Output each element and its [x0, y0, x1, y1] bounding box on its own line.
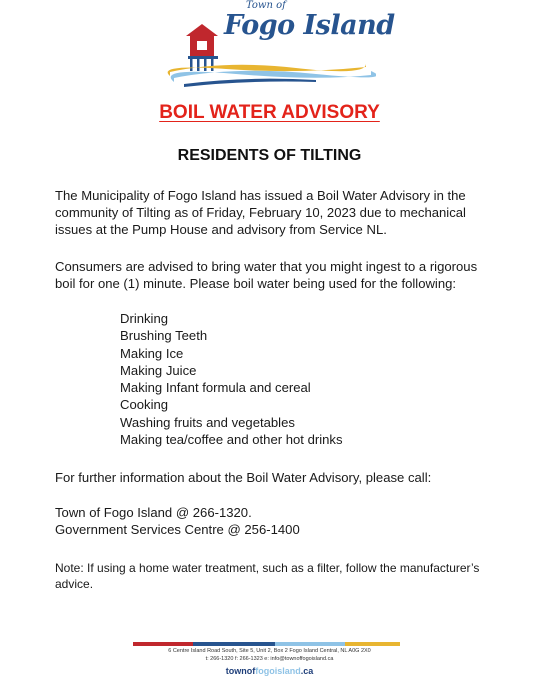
list-item: Washing fruits and vegetables: [120, 414, 295, 430]
contact-government-services: Government Services Centre @ 256-1400: [55, 522, 300, 537]
further-info-paragraph: For further information about the Boil Water Advisory, please call:: [55, 470, 432, 485]
footer-bar-red: [133, 642, 193, 646]
logo-town-of-text: Town of: [246, 0, 286, 11]
contact-town: Town of Fogo Island @ 266-1320.: [55, 505, 252, 520]
footer-url-prefix: townof: [225, 666, 256, 676]
footer-contact-line: t: 266-1320 f: 266-1323 e: info@townoffogoisland.ca: [205, 656, 334, 662]
footer-bar-lightblue: [275, 642, 345, 646]
footer-bar-yellow: [345, 642, 400, 646]
page-title-text: BOIL WATER ADVISORY: [159, 102, 380, 123]
list-item: Making Infant formula and cereal: [120, 380, 311, 396]
list-item: Brushing Teeth: [120, 328, 208, 344]
list-item: Making Ice: [120, 345, 184, 361]
list-item: Making tea/coffee and other hot drinks: [120, 432, 343, 448]
advisory-paragraph: The Municipality of Fogo Island has issued a Boil Water Advisory in the community of Tilting as of Friday, February 10, 2023 due to mechanical issues at the Pump House and advisory from Service NL.: [55, 188, 466, 237]
footer-address: 6 Centre Island Road South, Site 5, Unit 2, Box 2 Fogo Island Central, NL A0G 2X0: [168, 648, 371, 654]
list-item: Drinking: [120, 311, 169, 326]
footer-website-link[interactable]: [0, 666, 539, 676]
instructions-paragraph: Consumers are advised to bring water that you might ingest to a rigorous boil for one (1) minute. Please boil water being used for the following:: [55, 259, 478, 291]
footer-url-suffix: .ca: [300, 666, 314, 676]
footer-bar-blue: [193, 642, 275, 646]
footer-url-middle: fogoisland: [255, 666, 301, 676]
page-subtitle: RESIDENTS OF TILTING: [177, 147, 362, 164]
list-item: Making Juice: [120, 362, 197, 378]
note-paragraph: Note: If using a home water treatment, such as a filter, follow the manufacturer’s advice.: [55, 561, 480, 591]
list-item: Cooking: [120, 397, 169, 413]
logo-fogo-island-text: Fogo Island: [224, 10, 395, 41]
page-title: [0, 102, 539, 124]
water-uses-list: [120, 310, 343, 448]
